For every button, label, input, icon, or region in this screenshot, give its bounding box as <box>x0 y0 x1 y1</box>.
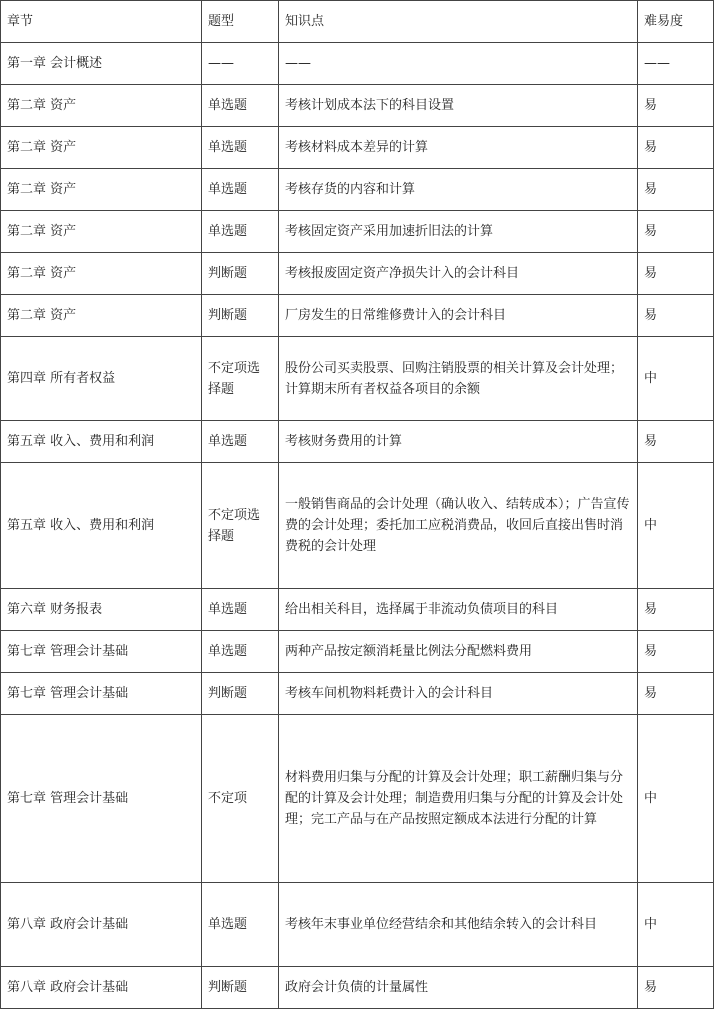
table-row <box>1 421 714 463</box>
knowledge-cell: 考核车间机物料耗费计入的会计科目 <box>279 673 638 715</box>
table-row <box>1 883 714 967</box>
difficulty-cell: 易 <box>638 967 714 1009</box>
table-row <box>1 967 714 1009</box>
difficulty-cell: 易 <box>638 169 714 211</box>
knowledge-cell: 政府会计负债的计量属性 <box>279 967 638 1009</box>
type-cell: 单选题 <box>202 211 279 253</box>
chapter-cell: 第七章 管理会计基础 <box>1 673 202 715</box>
table-row <box>1 295 714 337</box>
table-row <box>1 211 714 253</box>
header-chapter: 章节 <box>1 1 202 43</box>
type-cell: 单选题 <box>202 883 279 967</box>
chapter-cell: 第二章 资产 <box>1 85 202 127</box>
chapter-cell: 第四章 所有者权益 <box>1 337 202 421</box>
type-cell: 单选题 <box>202 589 279 631</box>
knowledge-cell: 考核固定资产采用加速折旧法的计算 <box>279 211 638 253</box>
header-knowledge: 知识点 <box>279 1 638 43</box>
chapter-cell: 第七章 管理会计基础 <box>1 631 202 673</box>
knowledge-cell: 给出相关科目，选择属于非流动负债项目的科目 <box>279 589 638 631</box>
type-cell: 判断题 <box>202 253 279 295</box>
difficulty-cell: —— <box>638 43 714 85</box>
chapter-cell: 第五章 收入、费用和利润 <box>1 463 202 589</box>
table-row <box>1 673 714 715</box>
knowledge-cell: 考核计划成本法下的科目设置 <box>279 85 638 127</box>
difficulty-cell: 易 <box>638 253 714 295</box>
knowledge-cell: 考核财务费用的计算 <box>279 421 638 463</box>
table-row <box>1 253 714 295</box>
header-type: 题型 <box>202 1 279 43</box>
chapter-cell: 第二章 资产 <box>1 253 202 295</box>
chapter-cell: 第二章 资产 <box>1 169 202 211</box>
knowledge-cell: 股份公司买卖股票、回购注销股票的相关计算及会计处理；计算期末所有者权益各项目的余额 <box>279 337 638 421</box>
chapter-cell: 第五章 收入、费用和利润 <box>1 421 202 463</box>
difficulty-cell: 中 <box>638 715 714 883</box>
chapter-cell: 第七章 管理会计基础 <box>1 715 202 883</box>
type-cell: 不定项选择题 <box>202 337 279 421</box>
difficulty-cell: 易 <box>638 631 714 673</box>
knowledge-cell: 考核年末事业单位经营结余和其他结余转入的会计科目 <box>279 883 638 967</box>
difficulty-cell: 易 <box>638 421 714 463</box>
difficulty-cell: 易 <box>638 673 714 715</box>
type-cell: 判断题 <box>202 295 279 337</box>
chapter-cell: 第八章 政府会计基础 <box>1 967 202 1009</box>
chapter-cell: 第二章 资产 <box>1 211 202 253</box>
knowledge-cell: 材料费用归集与分配的计算及会计处理；职工薪酬归集与分配的计算及会计处理；制造费用归集与分配的计算及会计处理；完工产品与在产品按照定额成本法进行分配的计算 <box>279 715 638 883</box>
header-row <box>1 1 714 43</box>
type-cell: 单选题 <box>202 85 279 127</box>
chapter-cell: 第六章 财务报表 <box>1 589 202 631</box>
type-cell: 不定项 <box>202 715 279 883</box>
table-row <box>1 337 714 421</box>
chapter-cell: 第一章 会计概述 <box>1 43 202 85</box>
table-row <box>1 127 714 169</box>
table-row <box>1 631 714 673</box>
difficulty-cell: 易 <box>638 589 714 631</box>
table-row <box>1 589 714 631</box>
type-cell: 单选题 <box>202 421 279 463</box>
chapter-cell: 第二章 资产 <box>1 127 202 169</box>
chapter-cell: 第八章 政府会计基础 <box>1 883 202 967</box>
type-cell: 不定项选择题 <box>202 463 279 589</box>
table-row <box>1 715 714 883</box>
knowledge-cell: —— <box>279 43 638 85</box>
difficulty-cell: 中 <box>638 883 714 967</box>
knowledge-cell: 考核存货的内容和计算 <box>279 169 638 211</box>
difficulty-cell: 中 <box>638 337 714 421</box>
knowledge-cell: 一般销售商品的会计处理（确认收入、结转成本）；广告宣传费的会计处理；委托加工应税消费品，收回后直接出售时消费税的会计处理 <box>279 463 638 589</box>
table-row <box>1 463 714 589</box>
knowledge-cell: 考核材料成本差异的计算 <box>279 127 638 169</box>
difficulty-cell: 易 <box>638 127 714 169</box>
type-cell: 单选题 <box>202 169 279 211</box>
difficulty-cell: 易 <box>638 295 714 337</box>
chapter-cell: 第二章 资产 <box>1 295 202 337</box>
difficulty-cell: 易 <box>638 85 714 127</box>
knowledge-cell: 两种产品按定额消耗量比例法分配燃料费用 <box>279 631 638 673</box>
knowledge-cell: 厂房发生的日常维修费计入的会计科目 <box>279 295 638 337</box>
type-cell: 判断题 <box>202 967 279 1009</box>
table-row <box>1 43 714 85</box>
table-row <box>1 85 714 127</box>
difficulty-cell: 中 <box>638 463 714 589</box>
header-difficulty: 难易度 <box>638 1 714 43</box>
table-row <box>1 169 714 211</box>
type-cell: —— <box>202 43 279 85</box>
type-cell: 单选题 <box>202 127 279 169</box>
type-cell: 单选题 <box>202 631 279 673</box>
knowledge-cell: 考核报废固定资产净损失计入的会计科目 <box>279 253 638 295</box>
difficulty-cell: 易 <box>638 211 714 253</box>
type-cell: 判断题 <box>202 673 279 715</box>
